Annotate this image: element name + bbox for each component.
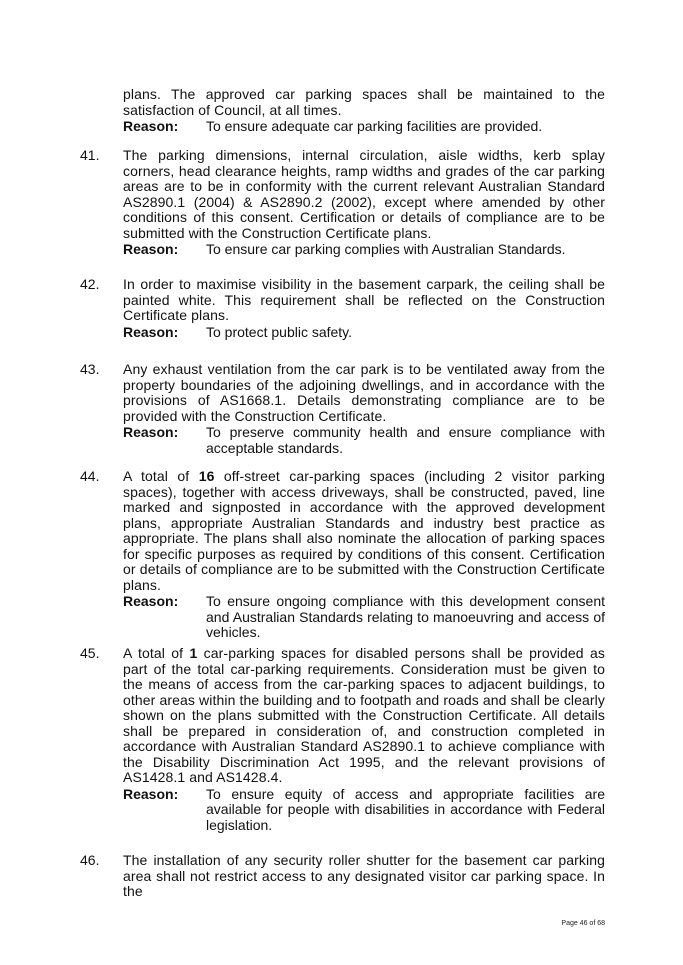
parking-count: 16 <box>198 468 215 484</box>
condition-44 <box>80 469 605 641</box>
condition-text: In order to maximise visibility in the basement carpark, the ceiling shall be painted white. This requirement shall be reflected on the Construction Certificate plans. <box>123 276 605 323</box>
condition-42 <box>80 277 605 340</box>
reason-label: Reason: <box>123 593 179 609</box>
reason-label: Reason: <box>123 118 179 134</box>
reason-text: To ensure car parking complies with Australian Standards. <box>206 241 566 257</box>
reason-row <box>123 787 605 834</box>
reason-row <box>123 325 605 341</box>
condition-number: 44. <box>80 468 100 484</box>
condition-text: The parking dimensions, internal circulation, aisle widths, kerb splay corners, head clearance heights, ramp widths and grades of the car parking areas are to be in conformity with the current relevant Australian Standard AS2890.1 (2004) & AS2890.2 (2002), except where amended by other conditions of this consent. Certification or details of compliance are to be submitted with the Construction Certificate plans. <box>123 147 605 241</box>
condition-number: 43. <box>80 361 100 377</box>
reason-text: To ensure equity of access and appropriate facilities are available for people with disabilities in accordance with Federal legislation. <box>206 785 605 833</box>
reason-row <box>123 242 605 258</box>
reason-row <box>123 594 605 641</box>
reason-row <box>123 119 605 135</box>
condition-text: The installation of any security roller shutter for the basement car parking area shall not restrict access to any designated visitor car parking space. In the <box>123 852 605 899</box>
reason-text: To protect public safety. <box>206 323 353 340</box>
reason-text: To ensure ongoing compliance with this development consent and Australian Standards relating to manoeuvring and access of vehicles. <box>206 593 605 640</box>
disabled-parking-count: 1 <box>189 645 198 661</box>
reason-label: Reason: <box>123 785 179 802</box>
condition-text: A total of 16 off-street car-parking spaces (including 2 visitor parking spaces), together with access driveways, shall be constructed, paved, line marked and signposted in accordance with the approved development plans, appropriate Australian Standards and industry best practice as appropriate. The plans shall also nominate the allocation of parking spaces for specific purposes as required by conditions of this consent. Certification or details of compliance are to be submitted with the Construction Certificate plans. <box>123 468 605 593</box>
condition-41 <box>80 148 605 258</box>
reason-row <box>123 425 605 456</box>
condition-46 <box>80 853 605 900</box>
condition-40-continuation <box>80 87 605 135</box>
condition-number: 45. <box>80 645 100 661</box>
reason-label: Reason: <box>123 241 179 257</box>
condition-45 <box>80 646 605 833</box>
condition-text: Any exhaust ventilation from the car park is to be ventilated away from the property boundaries of the adjoining dwellings, and in accordance with the provisions of AS1668.1. Details demonstrating compliance are to be provided with the Construction Certificate. <box>123 361 605 424</box>
reason-text: To preserve community health and ensure compliance with acceptable standards. <box>206 424 605 456</box>
condition-number: 42. <box>80 276 100 292</box>
condition-text: A total of 1 car-parking spaces for disabled persons shall be provided as part of the total car-parking requirements. Consideration must be given to the means of access from the car-parking spaces to adjacent buildings, to other areas within the building and to footpath and roads and shall be clearly shown on the plans submitted with the Construction Certificate. All details shall be prepared in consideration of, and construction completed in accordance with Australian Standard AS2890.1 to achieve compliance with the Disability Discrimination Act 1995, and the relevant provisions of AS1428.1 and AS1428.4. <box>123 645 605 785</box>
reason-label: Reason: <box>123 424 179 440</box>
page-number: Page 46 of 68 <box>561 920 605 927</box>
condition-number: 46. <box>80 852 100 868</box>
condition-text: plans. The approved car parking spaces shall be maintained to the satisfaction of Council, at all times. <box>123 86 605 118</box>
condition-43 <box>80 362 605 456</box>
condition-number: 41. <box>80 147 100 163</box>
reason-label: Reason: <box>123 323 179 340</box>
reason-text: To ensure adequate car parking facilities are provided. <box>206 118 543 134</box>
